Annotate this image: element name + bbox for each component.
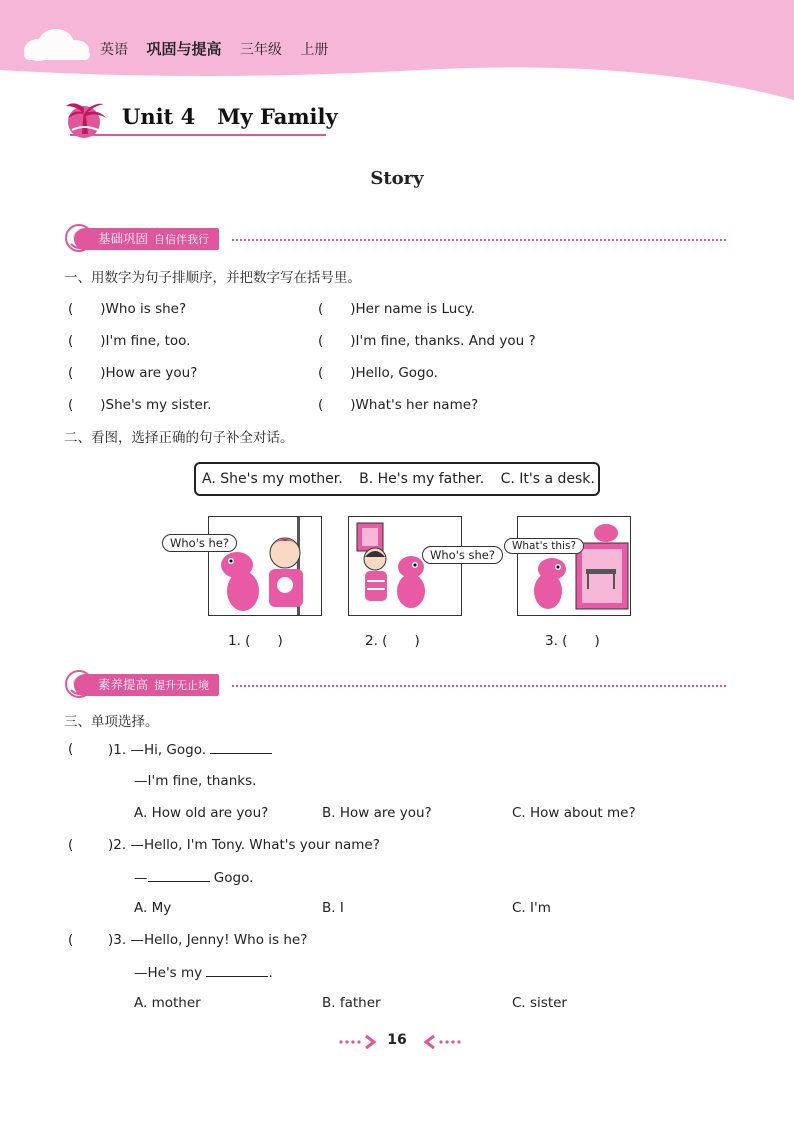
q1-left-4: ( )She's my sister. [68,397,212,413]
q3-item2-option-a: A. My [134,900,172,916]
unit-underline [70,134,326,136]
q3-item1-option-a: A. How old are you? [134,805,269,821]
lesson-title: Story [370,168,424,189]
q2-answer-2: 2. ( ) [365,633,420,649]
q2-option-b: B. He's my father. [359,471,485,487]
q3-item2-reply: — Gogo. [134,870,254,886]
q1-right-2: ( )I'm fine, thanks. And you ? [318,333,536,349]
answer-blank[interactable] [206,964,268,977]
header-subject: 英语 [100,42,128,58]
q2-title: 二、看图，选择正确的句子补全对话。 [64,430,294,446]
tag-basic-label: 基础巩固 自信伴我行 [74,228,219,250]
speech-bubble-1: Who's he? [162,534,237,552]
q3-item1-reply: —I'm fine, thanks. [134,773,257,789]
picture-3 [517,516,631,616]
picture-2 [348,516,462,616]
q3-item2-option-b: B. I [322,900,344,916]
q1-left-3: ( )How are you? [68,365,198,381]
header-series: 巩固与提高 [146,40,222,58]
q1-right-3: ( )Hello, Gogo. [318,365,438,381]
answer-blank[interactable] [210,741,272,754]
header-term: 上册 [300,42,329,58]
q1-left-2: ( )I'm fine, too. [68,333,191,349]
header-grade: 三年级 [239,42,282,58]
q1-left-1: ( )Who is she? [68,301,187,317]
unit-title [122,104,338,129]
q3-item3-option-c: C. sister [512,995,567,1011]
gogo-and-boy-illustration [209,517,321,615]
q3-item3-paren: ( [68,932,74,948]
answer-blank[interactable] [148,869,210,882]
q1-title: 一、用数字为句子排顺序，并把数字写在括号里。 [64,270,361,286]
page-number: 16 [387,1032,407,1048]
header-text [100,38,342,59]
q3-item2-stem: )2. —Hello, I'm Tony. What's your name? [108,837,380,853]
unit-number: Unit 4 [122,104,196,129]
q3-item1-option-b: B. How are you? [322,805,432,821]
q1-right-4: ( )What's her name? [318,397,479,413]
q3-item2-paren: ( [68,837,74,853]
gogo-desk-picture-illustration [518,517,630,615]
section-divider [232,685,726,687]
q2-answer-3: 3. ( ) [545,633,600,649]
q3-item2-option-c: C. I'm [512,900,551,916]
q3-item3-reply: —He's my . [134,965,273,981]
q1-right-1: ( )Her name is Lucy. [318,301,476,317]
q3-title: 三、单项选择。 [64,714,159,730]
q3-item1-paren: ( [68,741,74,757]
speech-bubble-3: What's this? [504,538,584,554]
q2-answer-1: 1. ( ) [228,633,283,649]
q3-item1-option-c: C. How about me? [512,805,636,821]
speech-bubble-2: Who's she? [422,546,503,564]
q3-item3-option-a: A. mother [134,995,201,1011]
q2-option-box [194,462,600,496]
unit-name: My Family [217,104,338,129]
q2-option-a: A. She's my mother. [202,471,343,487]
q3-item1-stem: )1. —Hi, Gogo. [108,741,272,758]
q2-option-c: C. It's a desk. [500,471,595,487]
q3-item3-stem: )3. —Hello, Jenny! Who is he? [108,932,308,948]
boy-holding-photo-illustration [349,517,461,615]
picture-1 [208,516,322,616]
tag-advanced-label: 素养提高 提升无止境 [74,674,219,696]
section-divider [232,239,726,241]
arrow-left-icon [418,1034,464,1050]
q3-item3-option-b: B. father [322,995,381,1011]
